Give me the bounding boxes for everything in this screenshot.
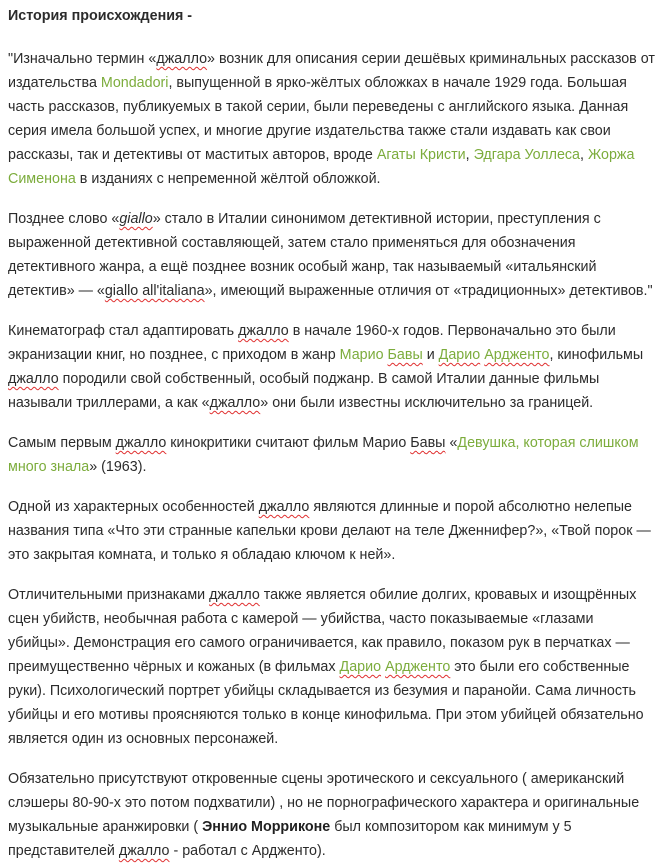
misspelled-word: джалло (258, 499, 310, 515)
paragraph-music (8, 767, 659, 863)
link-dario-argento[interactable] (439, 347, 550, 363)
text: в изданиях с непременной жёлтой обложкой. (75, 171, 381, 187)
text: » они были известны исключительно за границей. (260, 395, 594, 411)
text: , выпущенной в ярко-жёлтых обложках в начале 1929 года. Большая часть рассказов, публикуемых в такой серии, были переведены с английского языка. Данная серия имела большой успех, и многие другие издательства также стали издавать как свои рассказы, так и детективы от маститых авторов, вроде (8, 75, 629, 163)
text: - работал с Ардженто). (169, 843, 326, 859)
misspelled-word: джалло (8, 371, 59, 387)
misspelled-word: giallo all'italiana (104, 283, 205, 299)
text: » стало в Италии синонимом детективной истории, преступления с выраженной детективной составляющей, затем стало применяться для обозначения детективного жанра, а ещё позднее возник особый жанр, так называемый «итальянский детектив» — « (8, 211, 601, 299)
text: в начале 1960-х годов. Первоначально это были экранизации книг, но позднее, с приходом в жанр (8, 323, 616, 363)
misspelled-word: джалло (115, 435, 167, 451)
text: Самым первым (8, 435, 116, 451)
text: кинокритики считают фильм Марио (166, 435, 411, 451)
link-text: Дарио (438, 347, 481, 363)
text: » возник для описания серии дешёвых криминальных рассказов от издательства (8, 51, 655, 91)
text: , кинофильмы (549, 347, 644, 363)
text: и (422, 347, 439, 363)
link-film-girl-who-knew-too-much[interactable]: Девушка, которая слишком много знала (8, 435, 639, 475)
link-text: Дарио (339, 659, 382, 675)
link-mario-bava[interactable] (340, 347, 423, 363)
text: породили свой собственный, особый поджанр. В самой Италии данные фильмы называли триллерами, а как « (8, 371, 600, 411)
link-mondadori[interactable]: Mondadori (100, 75, 169, 91)
link-text: Ардженто (385, 659, 451, 675)
text: это были его собственные руки). Психологический портрет убийцы складывается из безумия и паранойи. Сама личность убийцы и его мотивы проясняются только в конце кинофильма. При этом убийцей обязательно является один из основных персонажей. (8, 659, 644, 747)
text: », имеющий выраженные отличия от «традиционных» детективов." (204, 283, 653, 299)
text: являются длинные и порой абсолютно нелепые названия типа «Что эти странные капельки крови делают на теле Дженнифер?», «Твой порок — это закрытая комната, и только я обладаю ключом к ней». (8, 499, 651, 563)
section-title: История происхождения - (8, 8, 193, 24)
misspelled-word: джалло (156, 51, 208, 67)
text: Позднее слово « (8, 211, 120, 227)
misspelled-word: джалло (209, 587, 260, 603)
link-agatha-christie[interactable]: Агаты Кристи (376, 147, 466, 163)
misspelled-word: Бавы (410, 435, 446, 451)
paragraph-cinema (8, 319, 659, 415)
misspelled-word: джалло (209, 395, 261, 411)
paragraph-origin-term (8, 47, 659, 191)
paragraph-giallo-word (8, 207, 659, 303)
text: "Изначально термин « (8, 51, 157, 67)
text: Одной из характерных особенностей (8, 499, 259, 515)
composer-name: Эннио Морриконе (202, 819, 331, 835)
misspelled-word: giallo (119, 211, 153, 227)
text: « (445, 435, 458, 451)
text: » (1963). (89, 459, 147, 475)
paragraph-features (8, 583, 659, 751)
link-dario-argento[interactable] (340, 659, 451, 675)
misspelled-word: джалло (238, 323, 289, 339)
misspelled-word: джалло (118, 843, 170, 859)
paragraph-titles (8, 495, 659, 567)
link-text: Ардженто (484, 347, 550, 363)
link-text: Марио (339, 347, 388, 363)
text: Отличительными признаками (8, 587, 210, 603)
text: Обязательно присутствуют откровенные сцены эротического и сексуального ( американский слэшеры 80-90-х это потом подхватили) , но не порнографического характера и оригинальные музыкальные аранжировки ( (8, 771, 640, 835)
text: также является обилие долгих, кровавых и изощрённых сцен убийств, необычная работа с камерой — убийства, часто показываемые «глазами убийцы». Демонстрация его самого ограничивается, как правило, показом рук в перчатках — преимущественно чёрных и кожаных (в фильмах (8, 587, 637, 675)
text: , (465, 147, 474, 163)
text: был композитором как минимум у 5 представителей (8, 819, 572, 859)
link-edgar-wallace[interactable]: Эдгара Уоллеса (473, 147, 580, 163)
paragraph-first-film (8, 431, 659, 479)
text: , (580, 147, 588, 163)
link-text: Бавы (387, 347, 423, 363)
text: Кинематограф стал адаптировать (8, 323, 239, 339)
link-georges-simenon[interactable]: Жоржа Сименона (8, 147, 635, 187)
